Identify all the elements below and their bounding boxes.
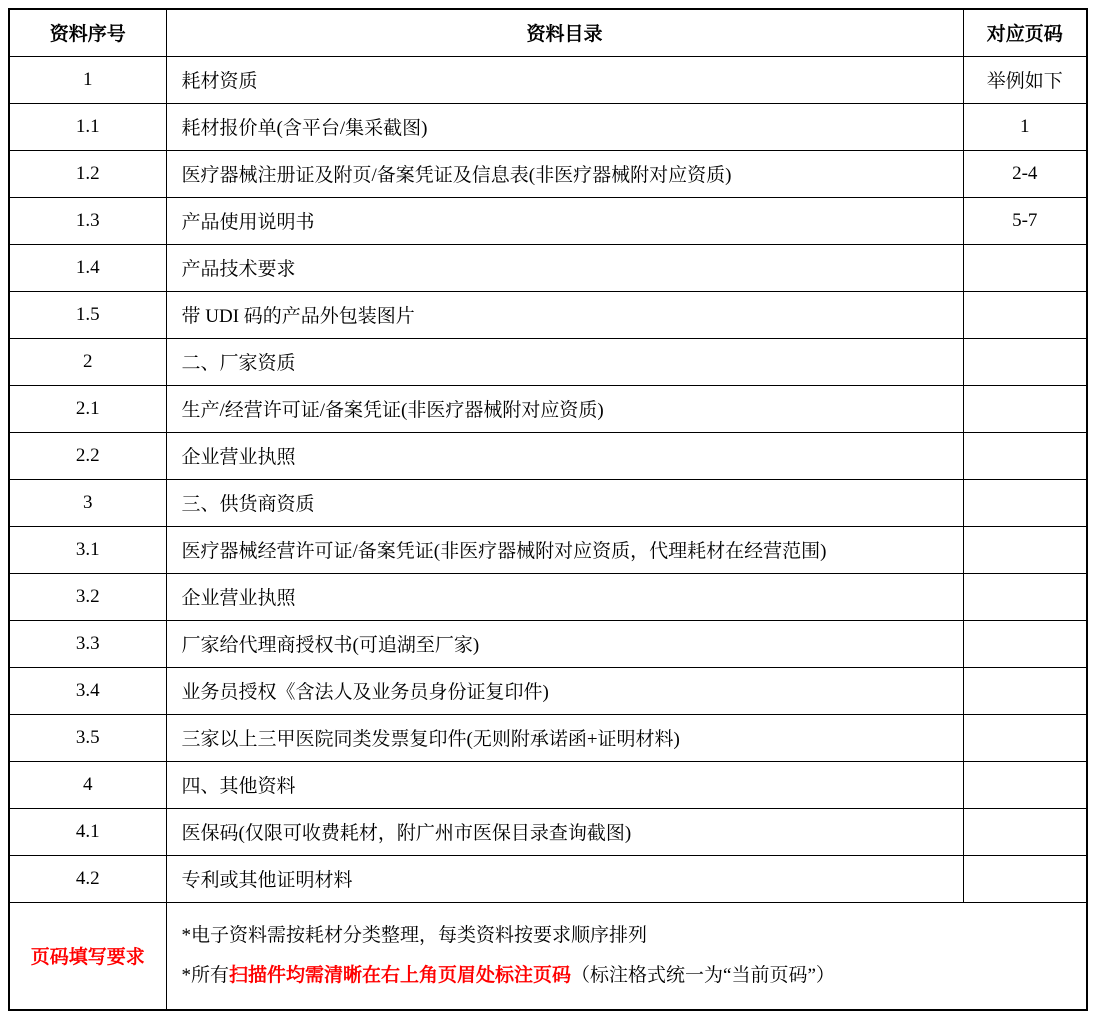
row-document-title: 厂家给代理商授权书(可追湖至厂家): [166, 620, 963, 667]
row-serial-number: 2.1: [9, 385, 166, 432]
document-checklist-table: [8, 8, 1088, 1011]
row-page-number: [963, 432, 1087, 479]
row-page-number: 2-4: [963, 150, 1087, 197]
row-page-number: [963, 667, 1087, 714]
table-row: [9, 244, 1087, 291]
row-document-title: 专利或其他证明材料: [166, 855, 963, 902]
row-page-number: [963, 573, 1087, 620]
row-page-number: [963, 808, 1087, 855]
footer-note-2-suffix: （标注格式统一为“当前页码”）: [571, 964, 835, 986]
row-serial-number: 2.2: [9, 432, 166, 479]
row-page-number: [963, 714, 1087, 761]
row-document-title: 医疗器械经营许可证/备案凭证(非医疗器械附对应资质，代理耗材在经营范围): [166, 526, 963, 573]
row-serial-number: 1.2: [9, 150, 166, 197]
row-document-title: 三、供货商资质: [166, 479, 963, 526]
table-footer: [9, 902, 1087, 1010]
table-row: [9, 761, 1087, 808]
row-serial-number: 4.1: [9, 808, 166, 855]
footer-note-2-prefix: *所有: [181, 964, 230, 986]
row-page-number: [963, 291, 1087, 338]
table-row: [9, 432, 1087, 479]
header-document-catalog: 资料目录: [166, 9, 963, 56]
row-serial-number: 3.2: [9, 573, 166, 620]
row-page-number: [963, 385, 1087, 432]
row-serial-number: 1: [9, 56, 166, 103]
row-document-title: 医保码(仅限可收费耗材，附广州市医保目录查询截图): [166, 808, 963, 855]
table-row: [9, 808, 1087, 855]
table-row: [9, 714, 1087, 761]
row-page-number: [963, 244, 1087, 291]
table-row: [9, 150, 1087, 197]
row-page-number: [963, 855, 1087, 902]
table-row: [9, 197, 1087, 244]
table-row: [9, 479, 1087, 526]
row-serial-number: 3.3: [9, 620, 166, 667]
table-row: [9, 526, 1087, 573]
row-document-title: 三家以上三甲医院同类发票复印件(无则附承诺函+证明材料): [166, 714, 963, 761]
table-row: [9, 620, 1087, 667]
row-page-number: 5-7: [963, 197, 1087, 244]
header-page-number: 对应页码: [963, 9, 1087, 56]
row-page-number: [963, 761, 1087, 808]
row-serial-number: 1.4: [9, 244, 166, 291]
row-serial-number: 2: [9, 338, 166, 385]
row-document-title: 医疗器械注册证及附页/备案凭证及信息表(非医疗器械附对应资质): [166, 150, 963, 197]
row-document-title: 带 UDI 码的产品外包装图片: [166, 291, 963, 338]
row-document-title: 耗材资质: [166, 56, 963, 103]
footer-row: [9, 902, 1087, 1010]
row-document-title: 产品技术要求: [166, 244, 963, 291]
table-row: [9, 855, 1087, 902]
row-page-number: [963, 479, 1087, 526]
footer-note-2-highlight: 扫描件均需清晰在右上角页眉处标注页码: [229, 964, 572, 986]
row-page-number: 1: [963, 103, 1087, 150]
row-document-title: 生产/经营许可证/备案凭证(非医疗器械附对应资质): [166, 385, 963, 432]
footer-note-1: *电子资料需按耗材分类整理，每类资料按要求顺序排列: [181, 925, 648, 947]
row-page-number: [963, 338, 1087, 385]
table-header: [9, 9, 1087, 56]
row-document-title: 四、其他资料: [166, 761, 963, 808]
table-row: [9, 338, 1087, 385]
footer-requirement-content: [166, 902, 1087, 1010]
row-document-title: 产品使用说明书: [166, 197, 963, 244]
row-document-title: 企业营业执照: [166, 432, 963, 479]
table-row: [9, 667, 1087, 714]
table-row: [9, 291, 1087, 338]
row-serial-number: 1.1: [9, 103, 166, 150]
row-document-title: 耗材报价单(含平台/集采截图): [166, 103, 963, 150]
table-row: [9, 56, 1087, 103]
row-document-title: 业务员授权《含法人及业务员身份证复印件): [166, 667, 963, 714]
row-serial-number: 3.4: [9, 667, 166, 714]
table-row: [9, 103, 1087, 150]
row-page-number: [963, 526, 1087, 573]
row-serial-number: 3.1: [9, 526, 166, 573]
row-page-number: [963, 620, 1087, 667]
table-row: [9, 573, 1087, 620]
header-row: [9, 9, 1087, 56]
header-serial-number: 资料序号: [9, 9, 166, 56]
row-serial-number: 4: [9, 761, 166, 808]
row-page-number: 举例如下: [963, 56, 1087, 103]
row-serial-number: 3.5: [9, 714, 166, 761]
row-serial-number: 1.3: [9, 197, 166, 244]
row-document-title: 企业营业执照: [166, 573, 963, 620]
row-document-title: 二、厂家资质: [166, 338, 963, 385]
footer-note-2: [182, 961, 1077, 990]
row-serial-number: 1.5: [9, 291, 166, 338]
table-body: [9, 56, 1087, 902]
footer-requirement-label: 页码填写要求: [9, 902, 166, 1010]
row-serial-number: 4.2: [9, 855, 166, 902]
table-row: [9, 385, 1087, 432]
row-serial-number: 3: [9, 479, 166, 526]
